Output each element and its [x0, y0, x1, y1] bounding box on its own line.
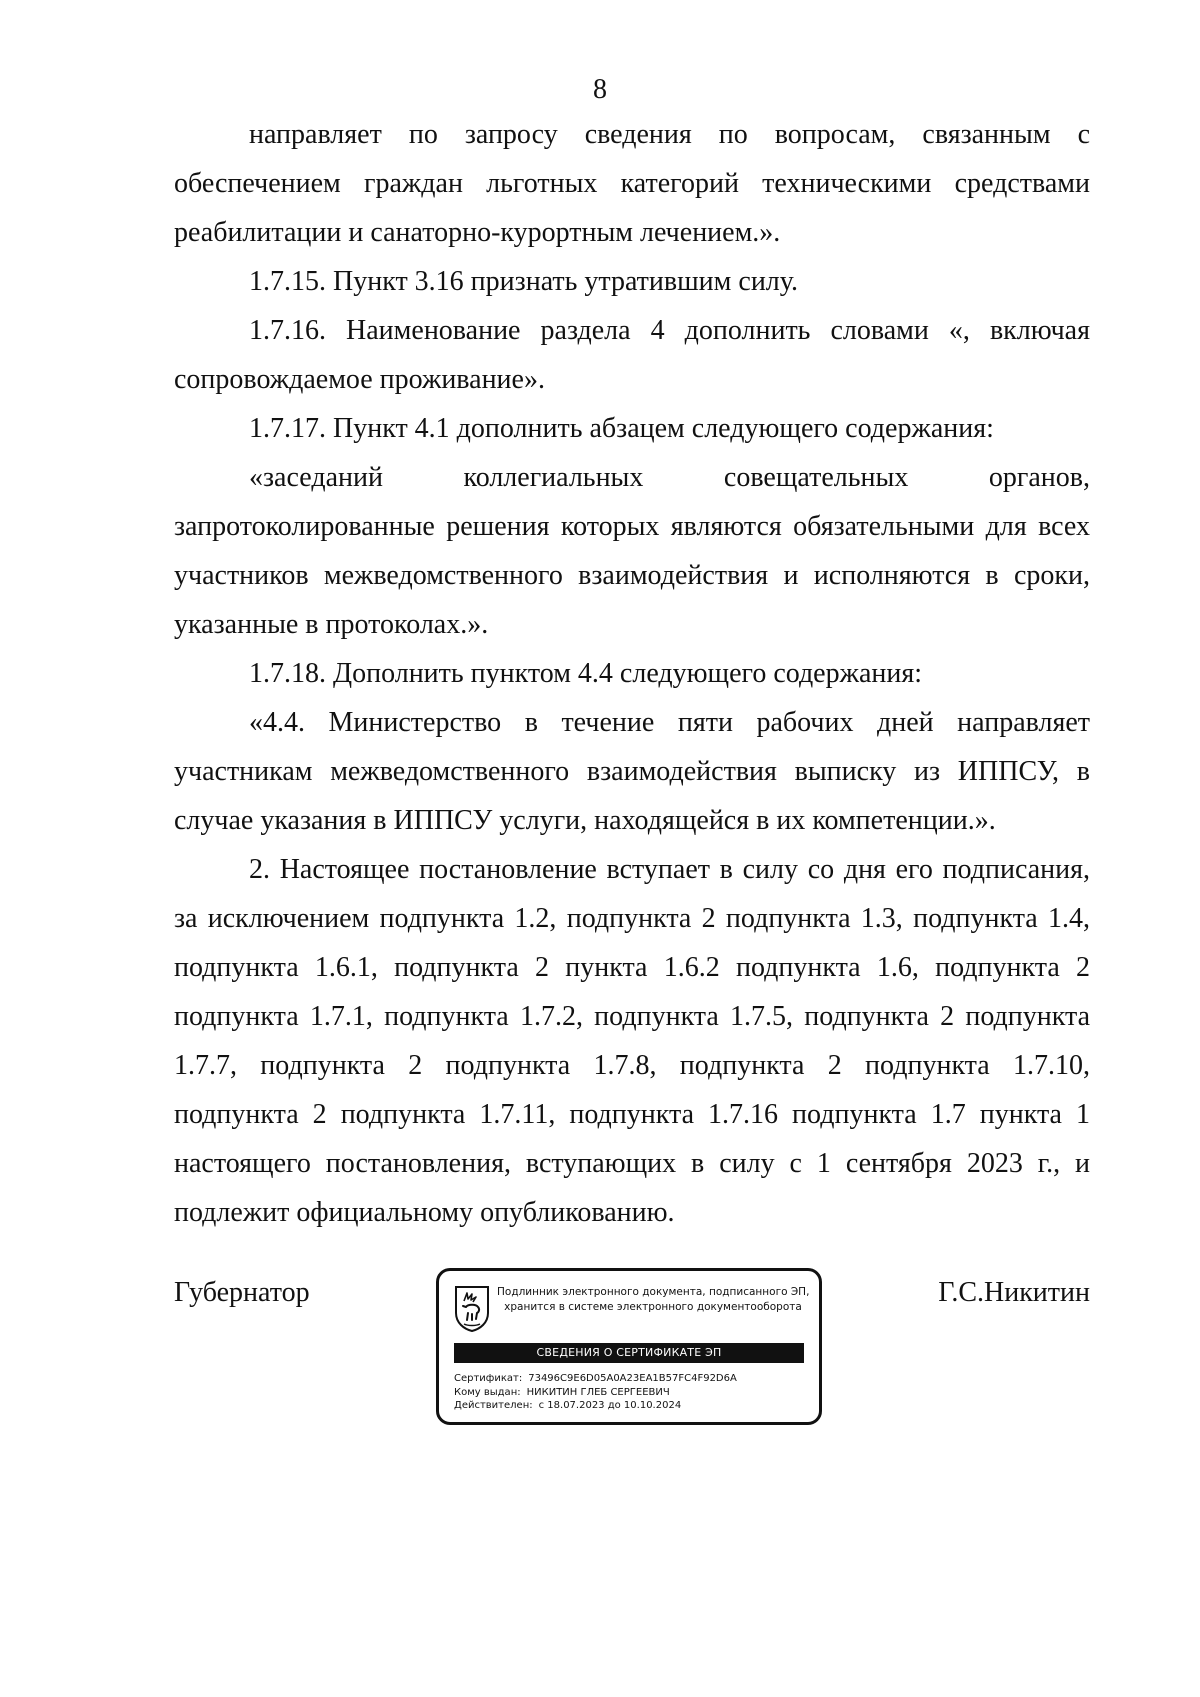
- stamp-caption-line: Подлинник электронного документа, подписанного ЭП,: [497, 1286, 810, 1298]
- stamp-caption-line: хранится в системе электронного документооборота: [504, 1301, 802, 1313]
- paragraph: «заседаний коллегиальных совещательных органов, запротоколированные решения которых являются обязательными для всех участников межведомственного взаимодействия и исполняются в сроки, указанные в протоколах.».: [174, 462, 1090, 640]
- signer-position: Губернатор: [174, 1277, 310, 1308]
- document-body: [174, 110, 1090, 1237]
- certificate-value: 73496C9E6D05A0A23EA1B57FC4F92D6A: [528, 1373, 737, 1384]
- validity-row: [454, 1399, 809, 1413]
- validity-value: с 18.07.2023 до 10.10.2024: [538, 1400, 682, 1411]
- paragraph: 2. Настоящее постановление вступает в силу со дня его подписания, за исключением подпункта 1.2, подпункта 2 подпункта 1.3, подпункта 1.4, подпункта 1.6.1, подпункта 2 пункта 1.6.2 подпункта 1.6, подпункта 2 подпункта 1.7.1, подпункта 1.7.2, подпункта 1.7.5, подпункта 2 подпункта 1.7.7, подпункта 2 подпункта 1.7.8, подпункта 2 подпункта 1.7.10, подпункта 2 подпункта 1.7.11, подпункта 1.7.16 подпункта 1.7 пункта 1 настоящего постановления, вступающих в силу с 1 сентября 2023 г., и подлежит официальному опубликованию.: [174, 854, 1090, 1228]
- certificate-label: Сертификат:: [454, 1373, 523, 1384]
- signer-name: Г.С.Никитин: [938, 1277, 1090, 1308]
- paragraph: «4.4. Министерство в течение пяти рабочих дней направляет участникам межведомственного взаимодействия выписку из ИППСУ, в случае указания в ИППСУ услуги, находящейся в их компетенции.».: [174, 707, 1090, 836]
- paragraph: 1.7.18. Дополнить пунктом 4.4 следующего содержания:: [249, 658, 923, 689]
- certificate-row: [454, 1372, 809, 1386]
- certificate-details: [454, 1372, 809, 1413]
- electronic-signature-stamp: [436, 1268, 822, 1425]
- validity-label: Действителен:: [454, 1400, 533, 1411]
- stamp-caption: [497, 1285, 809, 1315]
- issued-to-value: НИКИТИН ГЛЕБ СЕРГЕЕВИЧ: [526, 1386, 670, 1398]
- paragraph: 1.7.17. Пункт 4.1 дополнить абзацем следующего содержания:: [249, 413, 994, 444]
- paragraph: 1.7.15. Пункт 3.16 признать утратившим силу.: [249, 266, 798, 297]
- paragraph: 1.7.16. Наименование раздела 4 дополнить словами «, включая сопровождаемое проживание».: [174, 315, 1090, 395]
- paragraph: направляет по запросу сведения по вопросам, связанным с обеспечением граждан льготных категорий техническими средствами реабилитации и санаторно-курортным лечением.».: [174, 119, 1090, 248]
- issued-to-label: Кому выдан:: [454, 1386, 521, 1398]
- coat-of-arms-icon: [454, 1285, 490, 1333]
- page-number: 8: [593, 74, 607, 105]
- issued-to-row: [454, 1386, 809, 1400]
- certificate-header: СВЕДЕНИЯ О СЕРТИФИКАТЕ ЭП: [454, 1343, 804, 1363]
